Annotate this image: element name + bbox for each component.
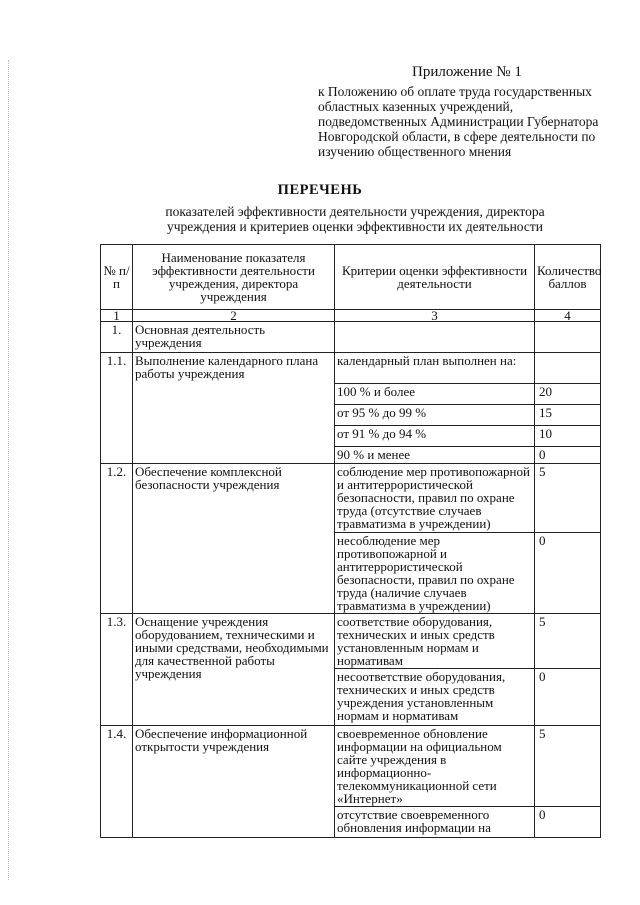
column-number-row: [101, 310, 601, 322]
table-row: [101, 322, 601, 353]
item-number: 1.2.: [101, 464, 133, 614]
section-number: 1.: [101, 322, 133, 353]
item-indicator: Обеспечение информационной открытости учреждения: [133, 726, 335, 838]
header-criteria: Критерии оценки эффективности деятельности: [335, 245, 535, 310]
item-indicator: Оснащение учреждения оборудованием, техническими и иными средствами, необходимыми для качественной работы учреждения: [133, 614, 335, 726]
empty-cell: [335, 322, 535, 353]
header-points: Количество баллов: [535, 245, 601, 310]
points-cell: 0: [535, 669, 601, 726]
criteria-table: [100, 244, 601, 838]
empty-cell: [535, 353, 601, 384]
points-cell: 5: [535, 726, 601, 807]
table-row: [101, 353, 601, 384]
points-cell: 5: [535, 614, 601, 669]
column-number: 4: [535, 310, 601, 322]
criteria-cell: соблюдение мер противопожарной и антитеррористической безопасности, правил по охране труда (отсутствие случаев травматизма в учреждении): [335, 464, 535, 533]
item-number: 1.4.: [101, 726, 133, 838]
appendix-note: к Положению об оплате труда государственных областных казенных учреждений, подведомственных Администрации Губернатора Новгородской области, в сфере деятельности по изучению общественного мнения: [318, 84, 599, 159]
table-row: [101, 726, 601, 807]
item-number: 1.3.: [101, 614, 133, 726]
points-cell: 0: [535, 533, 601, 614]
section-title: Основная деятельность учреждения: [133, 322, 335, 353]
item-indicator: Выполнение календарного плана работы учреждения: [133, 353, 335, 464]
criteria-cell: несоблюдение мер противопожарной и антитеррористической безопасности, правил по охране труда (наличие случаев травматизма в учреждении): [335, 533, 535, 614]
criteria-cell: своевременное обновление информации на официальном сайте учреждения в информационно-телекоммуникационной сети «Интернет»: [335, 726, 535, 807]
column-number: 1: [101, 310, 133, 322]
criteria-cell: несоответствие оборудования, технических и иных средств учреждения установленным нормам и нормативам: [335, 669, 535, 726]
points-cell: 20: [535, 384, 601, 405]
column-number: 3: [335, 310, 535, 322]
criteria-cell: от 91 % до 94 %: [335, 426, 535, 447]
appendix-title: Приложение № 1: [412, 64, 522, 80]
criteria-cell: от 95 % до 99 %: [335, 405, 535, 426]
table-row: [101, 614, 601, 669]
header-num: № п/п: [101, 245, 133, 310]
table-row: [101, 464, 601, 533]
points-cell: 5: [535, 464, 601, 533]
points-cell: 15: [535, 405, 601, 426]
header-indicator: Наименование показателя эффективности деятельности учреждения, директора учреждения: [133, 245, 335, 310]
column-number: 2: [133, 310, 335, 322]
item-number: 1.1.: [101, 353, 133, 464]
document-title: ПЕРЕЧЕНЬ: [277, 182, 363, 198]
criteria-cell: календарный план выполнен на:: [335, 353, 535, 384]
criteria-cell: 90 % и менее: [335, 447, 535, 464]
empty-cell: [535, 322, 601, 353]
document-subtitle: показателей эффективности деятельности учреждения, директора учреждения и критериев оценки эффективности их деятельности: [165, 204, 545, 234]
points-cell: 0: [535, 807, 601, 838]
table-header-row: [101, 245, 601, 310]
criteria-cell: отсутствие своевременного обновления информации на: [335, 807, 535, 838]
criteria-cell: 100 % и более: [335, 384, 535, 405]
points-cell: 10: [535, 426, 601, 447]
item-indicator: Обеспечение комплексной безопасности учреждения: [133, 464, 335, 614]
criteria-cell: соответствие оборудования, технических и иных средств установленным нормам и нормативам: [335, 614, 535, 669]
points-cell: 0: [535, 447, 601, 464]
